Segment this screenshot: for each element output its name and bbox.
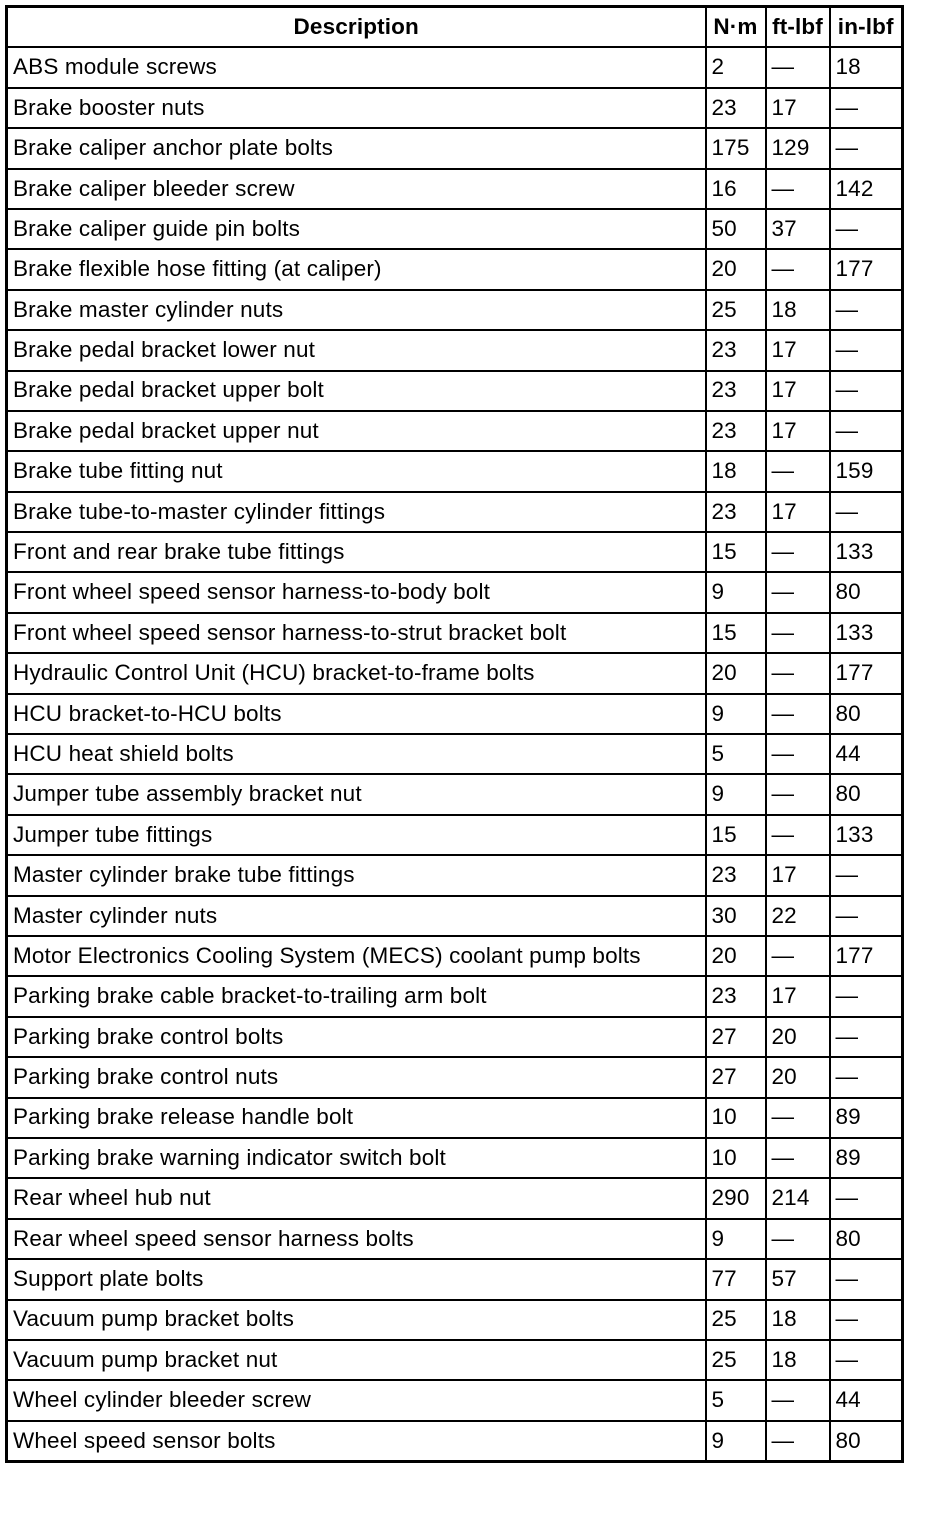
cell-description: Brake tube-to-master cylinder fittings [7,492,706,532]
cell-in-lbf: — [830,371,903,411]
cell-nm: 20 [706,936,766,976]
table-header [7,7,903,48]
table-row [7,734,903,774]
cell-ft-lbf: 17 [766,411,830,451]
cell-in-lbf: 133 [830,532,903,572]
cell-description: Master cylinder nuts [7,896,706,936]
cell-nm: 23 [706,371,766,411]
cell-description: Parking brake control bolts [7,1017,706,1057]
table-row [7,249,903,289]
table-row [7,451,903,491]
cell-in-lbf: — [830,1178,903,1218]
table-row [7,1138,903,1178]
table-row [7,371,903,411]
cell-ft-lbf: 20 [766,1057,830,1097]
cell-description: Hydraulic Control Unit (HCU) bracket-to-frame bolts [7,653,706,693]
cell-in-lbf: — [830,1017,903,1057]
cell-description: Brake flexible hose fitting (at caliper) [7,249,706,289]
cell-description: Brake tube fitting nut [7,451,706,491]
cell-description: Parking brake release handle bolt [7,1098,706,1138]
cell-ft-lbf: — [766,249,830,289]
header-nm: N·m [706,7,766,48]
cell-ft-lbf: 18 [766,1300,830,1340]
cell-in-lbf: — [830,1259,903,1299]
table-row [7,855,903,895]
cell-nm: 18 [706,451,766,491]
cell-nm: 20 [706,249,766,289]
cell-in-lbf: 44 [830,734,903,774]
table-body [7,47,903,1461]
cell-ft-lbf: 18 [766,1340,830,1380]
cell-ft-lbf: 37 [766,209,830,249]
cell-ft-lbf: — [766,774,830,814]
cell-description: Brake booster nuts [7,88,706,128]
cell-in-lbf: — [830,1340,903,1380]
cell-description: Brake pedal bracket upper nut [7,411,706,451]
cell-ft-lbf: 17 [766,855,830,895]
cell-ft-lbf: 129 [766,128,830,168]
table-row [7,613,903,653]
table-row [7,411,903,451]
cell-nm: 25 [706,1340,766,1380]
cell-nm: 77 [706,1259,766,1299]
cell-description: Parking brake warning indicator switch bolt [7,1138,706,1178]
table-row [7,774,903,814]
cell-description: Brake caliper anchor plate bolts [7,128,706,168]
table-row [7,694,903,734]
cell-in-lbf: 18 [830,47,903,87]
table-row [7,532,903,572]
torque-spec-table [5,5,904,1463]
table-row [7,492,903,532]
cell-description: Front wheel speed sensor harness-to-strut bracket bolt [7,613,706,653]
cell-description: Rear wheel speed sensor harness bolts [7,1219,706,1259]
cell-ft-lbf: — [766,815,830,855]
table-row [7,169,903,209]
cell-nm: 23 [706,330,766,370]
cell-ft-lbf: — [766,451,830,491]
cell-in-lbf: — [830,128,903,168]
cell-nm: 5 [706,734,766,774]
cell-in-lbf: 80 [830,774,903,814]
table-row [7,572,903,612]
cell-description: Jumper tube assembly bracket nut [7,774,706,814]
cell-ft-lbf: — [766,1219,830,1259]
cell-ft-lbf: — [766,1380,830,1420]
cell-in-lbf: 133 [830,613,903,653]
cell-ft-lbf: 20 [766,1017,830,1057]
table-row [7,815,903,855]
table-row [7,88,903,128]
cell-in-lbf: — [830,976,903,1016]
cell-ft-lbf: — [766,734,830,774]
cell-description: Brake master cylinder nuts [7,290,706,330]
cell-in-lbf: — [830,1300,903,1340]
table-row [7,1300,903,1340]
cell-nm: 9 [706,1421,766,1462]
cell-ft-lbf: 17 [766,330,830,370]
table-row [7,1017,903,1057]
header-in-lbf: in-lbf [830,7,903,48]
cell-ft-lbf: — [766,936,830,976]
cell-in-lbf: 80 [830,1219,903,1259]
table-row [7,936,903,976]
cell-description: Master cylinder brake tube fittings [7,855,706,895]
cell-ft-lbf: — [766,694,830,734]
table-row [7,1340,903,1380]
cell-description: HCU heat shield bolts [7,734,706,774]
cell-ft-lbf: — [766,1421,830,1462]
cell-description: Brake caliper guide pin bolts [7,209,706,249]
cell-description: Support plate bolts [7,1259,706,1299]
cell-in-lbf: 133 [830,815,903,855]
cell-ft-lbf: 17 [766,371,830,411]
table-row [7,1259,903,1299]
table-row [7,1178,903,1218]
cell-in-lbf: 89 [830,1138,903,1178]
cell-in-lbf: 177 [830,249,903,289]
cell-in-lbf: — [830,492,903,532]
cell-ft-lbf: 57 [766,1259,830,1299]
cell-description: Front and rear brake tube fittings [7,532,706,572]
cell-ft-lbf: 17 [766,492,830,532]
cell-nm: 23 [706,976,766,1016]
table-row [7,290,903,330]
cell-description: Wheel cylinder bleeder screw [7,1380,706,1420]
table-row [7,1380,903,1420]
cell-description: HCU bracket-to-HCU bolts [7,694,706,734]
cell-in-lbf: — [830,290,903,330]
cell-nm: 15 [706,532,766,572]
cell-ft-lbf: 17 [766,88,830,128]
cell-ft-lbf: 22 [766,896,830,936]
cell-description: Front wheel speed sensor harness-to-body bolt [7,572,706,612]
cell-ft-lbf: — [766,653,830,693]
cell-nm: 9 [706,694,766,734]
cell-description: Brake pedal bracket upper bolt [7,371,706,411]
cell-description: Vacuum pump bracket bolts [7,1300,706,1340]
cell-nm: 10 [706,1138,766,1178]
table-row [7,47,903,87]
cell-nm: 27 [706,1017,766,1057]
cell-nm: 9 [706,1219,766,1259]
cell-ft-lbf: — [766,1138,830,1178]
cell-in-lbf: — [830,209,903,249]
cell-nm: 30 [706,896,766,936]
cell-in-lbf: 89 [830,1098,903,1138]
cell-nm: 23 [706,411,766,451]
cell-description: ABS module screws [7,47,706,87]
table-row [7,1098,903,1138]
cell-ft-lbf: — [766,532,830,572]
cell-in-lbf: 159 [830,451,903,491]
cell-ft-lbf: — [766,572,830,612]
table-row [7,330,903,370]
cell-in-lbf: 80 [830,694,903,734]
table-row [7,209,903,249]
cell-in-lbf: — [830,411,903,451]
cell-description: Vacuum pump bracket nut [7,1340,706,1380]
cell-nm: 175 [706,128,766,168]
cell-ft-lbf: — [766,613,830,653]
cell-ft-lbf: 214 [766,1178,830,1218]
cell-ft-lbf: 17 [766,976,830,1016]
cell-in-lbf: — [830,1057,903,1097]
cell-description: Brake caliper bleeder screw [7,169,706,209]
cell-in-lbf: 44 [830,1380,903,1420]
cell-nm: 23 [706,855,766,895]
cell-description: Rear wheel hub nut [7,1178,706,1218]
table-row [7,653,903,693]
cell-in-lbf: 80 [830,572,903,612]
cell-description: Jumper tube fittings [7,815,706,855]
cell-ft-lbf: — [766,169,830,209]
cell-nm: 10 [706,1098,766,1138]
header-ft-lbf: ft-lbf [766,7,830,48]
cell-nm: 9 [706,774,766,814]
cell-nm: 15 [706,815,766,855]
cell-nm: 20 [706,653,766,693]
cell-description: Wheel speed sensor bolts [7,1421,706,1462]
cell-nm: 25 [706,1300,766,1340]
cell-in-lbf: 177 [830,653,903,693]
table-row [7,976,903,1016]
cell-nm: 15 [706,613,766,653]
header-row [7,7,903,48]
cell-nm: 23 [706,492,766,532]
cell-nm: 5 [706,1380,766,1420]
table-row [7,1057,903,1097]
cell-description: Parking brake cable bracket-to-trailing arm bolt [7,976,706,1016]
cell-in-lbf: — [830,88,903,128]
table-row [7,128,903,168]
cell-in-lbf: — [830,855,903,895]
cell-nm: 16 [706,169,766,209]
table-row [7,1219,903,1259]
cell-in-lbf: 177 [830,936,903,976]
cell-nm: 2 [706,47,766,87]
cell-nm: 23 [706,88,766,128]
cell-in-lbf: — [830,896,903,936]
cell-nm: 25 [706,290,766,330]
cell-description: Brake pedal bracket lower nut [7,330,706,370]
cell-nm: 9 [706,572,766,612]
cell-in-lbf: 80 [830,1421,903,1462]
cell-in-lbf: 142 [830,169,903,209]
cell-ft-lbf: — [766,1098,830,1138]
header-description: Description [7,7,706,48]
cell-nm: 290 [706,1178,766,1218]
table-row [7,1421,903,1462]
table-row [7,896,903,936]
cell-description: Parking brake control nuts [7,1057,706,1097]
cell-ft-lbf: 18 [766,290,830,330]
cell-in-lbf: — [830,330,903,370]
cell-description: Motor Electronics Cooling System (MECS) coolant pump bolts [7,936,706,976]
cell-nm: 27 [706,1057,766,1097]
cell-ft-lbf: — [766,47,830,87]
cell-nm: 50 [706,209,766,249]
